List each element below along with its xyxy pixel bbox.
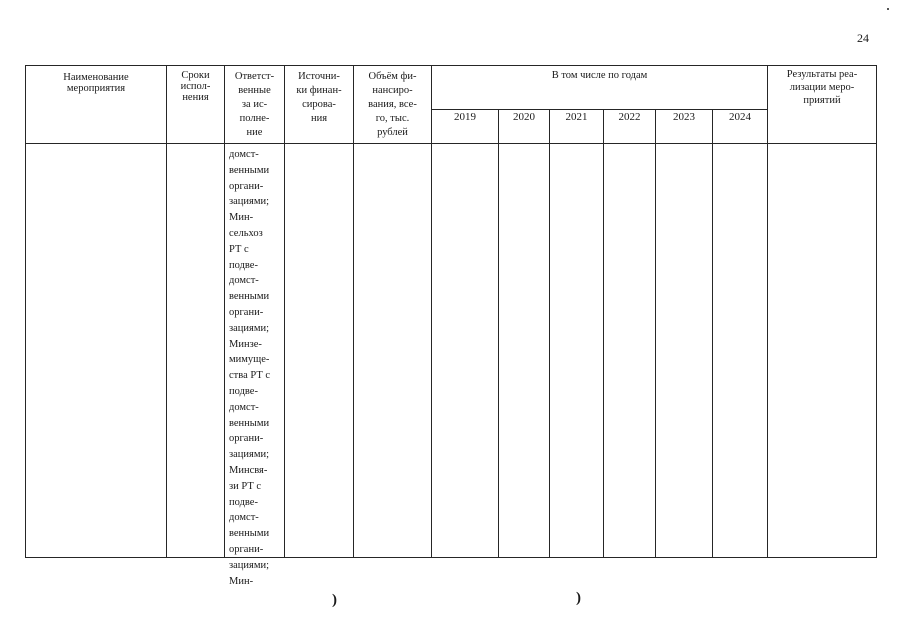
header-line: сирова- bbox=[302, 99, 336, 110]
header-line: Источни- bbox=[298, 71, 340, 82]
responsible-line: венными bbox=[229, 528, 270, 540]
year-label: 2019 bbox=[454, 111, 476, 123]
responsible-line: Минзе- bbox=[229, 338, 262, 350]
table-top-border bbox=[25, 65, 876, 66]
header-line: за ис- bbox=[241, 99, 268, 110]
header-line: полне- bbox=[239, 113, 270, 124]
col-divider bbox=[166, 65, 167, 558]
responsible-line: домст- bbox=[229, 401, 259, 413]
responsible-line: органи- bbox=[229, 306, 264, 318]
responsible-cell-text bbox=[229, 147, 285, 589]
responsible-line: домст- bbox=[229, 149, 259, 160]
header-responsible bbox=[225, 70, 284, 140]
header-line: нения bbox=[182, 92, 209, 103]
header-by-years: В том числе по годам bbox=[551, 70, 648, 81]
header-line: мероприятия bbox=[66, 83, 126, 94]
col-divider bbox=[767, 65, 768, 558]
year-2019 bbox=[432, 111, 498, 123]
responsible-line: зи РТ с bbox=[229, 480, 262, 492]
header-line: ние bbox=[246, 127, 263, 138]
year-label: 2023 bbox=[673, 111, 695, 123]
col-divider bbox=[25, 65, 26, 558]
header-results bbox=[768, 68, 876, 107]
responsible-line: домст- bbox=[229, 512, 259, 524]
responsible-line: зациями; bbox=[229, 196, 270, 208]
responsible-line: органи- bbox=[229, 543, 264, 555]
year-label: 2020 bbox=[513, 111, 535, 123]
header-bottom-border bbox=[25, 143, 876, 144]
header-sources bbox=[285, 70, 353, 126]
footer-mark: ) bbox=[576, 590, 581, 606]
responsible-line: венными bbox=[229, 164, 270, 176]
header-line: го, тыс. bbox=[375, 113, 410, 124]
year-2022 bbox=[604, 111, 655, 123]
responsible-line: зациями; bbox=[229, 559, 270, 571]
header-name bbox=[26, 72, 166, 94]
responsible-line: домст- bbox=[229, 275, 259, 287]
header-line: Наименование bbox=[63, 72, 129, 83]
col-divider bbox=[712, 109, 713, 558]
col-divider bbox=[655, 109, 656, 558]
header-line: нансиро- bbox=[372, 85, 413, 96]
footer-mark: ) bbox=[332, 592, 337, 608]
header-line: Результаты реа- bbox=[786, 69, 858, 80]
responsible-line: зациями; bbox=[229, 322, 270, 334]
header-line: Объём фи- bbox=[368, 71, 417, 82]
year-2020 bbox=[499, 111, 549, 123]
header-line: приятий bbox=[803, 95, 841, 106]
col-divider bbox=[498, 109, 499, 558]
year-label: 2022 bbox=[618, 111, 641, 123]
table-bottom-border bbox=[25, 557, 876, 558]
header-line: рублей bbox=[377, 127, 408, 138]
year-label: 2024 bbox=[729, 111, 751, 123]
responsible-line: органи- bbox=[229, 180, 264, 192]
responsible-line: венными bbox=[229, 291, 270, 303]
responsible-line: сельхоз bbox=[229, 227, 263, 239]
responsible-line: Мин- bbox=[229, 575, 254, 587]
responsible-line: Мин- bbox=[229, 212, 254, 224]
responsible-line: мимуще- bbox=[229, 354, 270, 366]
header-line: лизации меро- bbox=[789, 82, 855, 93]
page-number: 24 bbox=[857, 31, 869, 45]
year-2021 bbox=[550, 111, 603, 123]
responsible-line: венными bbox=[229, 417, 270, 429]
years-header-divider bbox=[431, 109, 768, 110]
col-divider bbox=[431, 65, 432, 558]
responsible-line: подве- bbox=[229, 259, 258, 271]
scan-speck bbox=[887, 8, 889, 10]
header-line: испол- bbox=[180, 81, 211, 92]
header-line: ки финан- bbox=[296, 85, 342, 96]
year-2024 bbox=[713, 111, 767, 123]
year-label: 2021 bbox=[565, 111, 588, 123]
header-line: венные bbox=[238, 85, 271, 96]
header-volume bbox=[354, 70, 431, 140]
responsible-line: Минсвя- bbox=[229, 464, 268, 476]
responsible-line: ства РТ с bbox=[229, 370, 271, 382]
header-line: ния bbox=[310, 113, 328, 124]
header-line: Ответст- bbox=[234, 71, 275, 82]
col-divider bbox=[549, 109, 550, 558]
header-deadlines bbox=[167, 70, 224, 103]
responsible-line: органи- bbox=[229, 433, 264, 445]
year-2023 bbox=[656, 111, 712, 123]
responsible-line: подве- bbox=[229, 385, 258, 397]
col-divider bbox=[603, 109, 604, 558]
responsible-line: РТ с bbox=[229, 243, 249, 255]
col-divider bbox=[876, 65, 877, 558]
header-line: Сроки bbox=[181, 70, 210, 81]
header-line: вания, все- bbox=[368, 99, 417, 110]
responsible-line: зациями; bbox=[229, 449, 270, 461]
responsible-line: подве- bbox=[229, 496, 258, 508]
